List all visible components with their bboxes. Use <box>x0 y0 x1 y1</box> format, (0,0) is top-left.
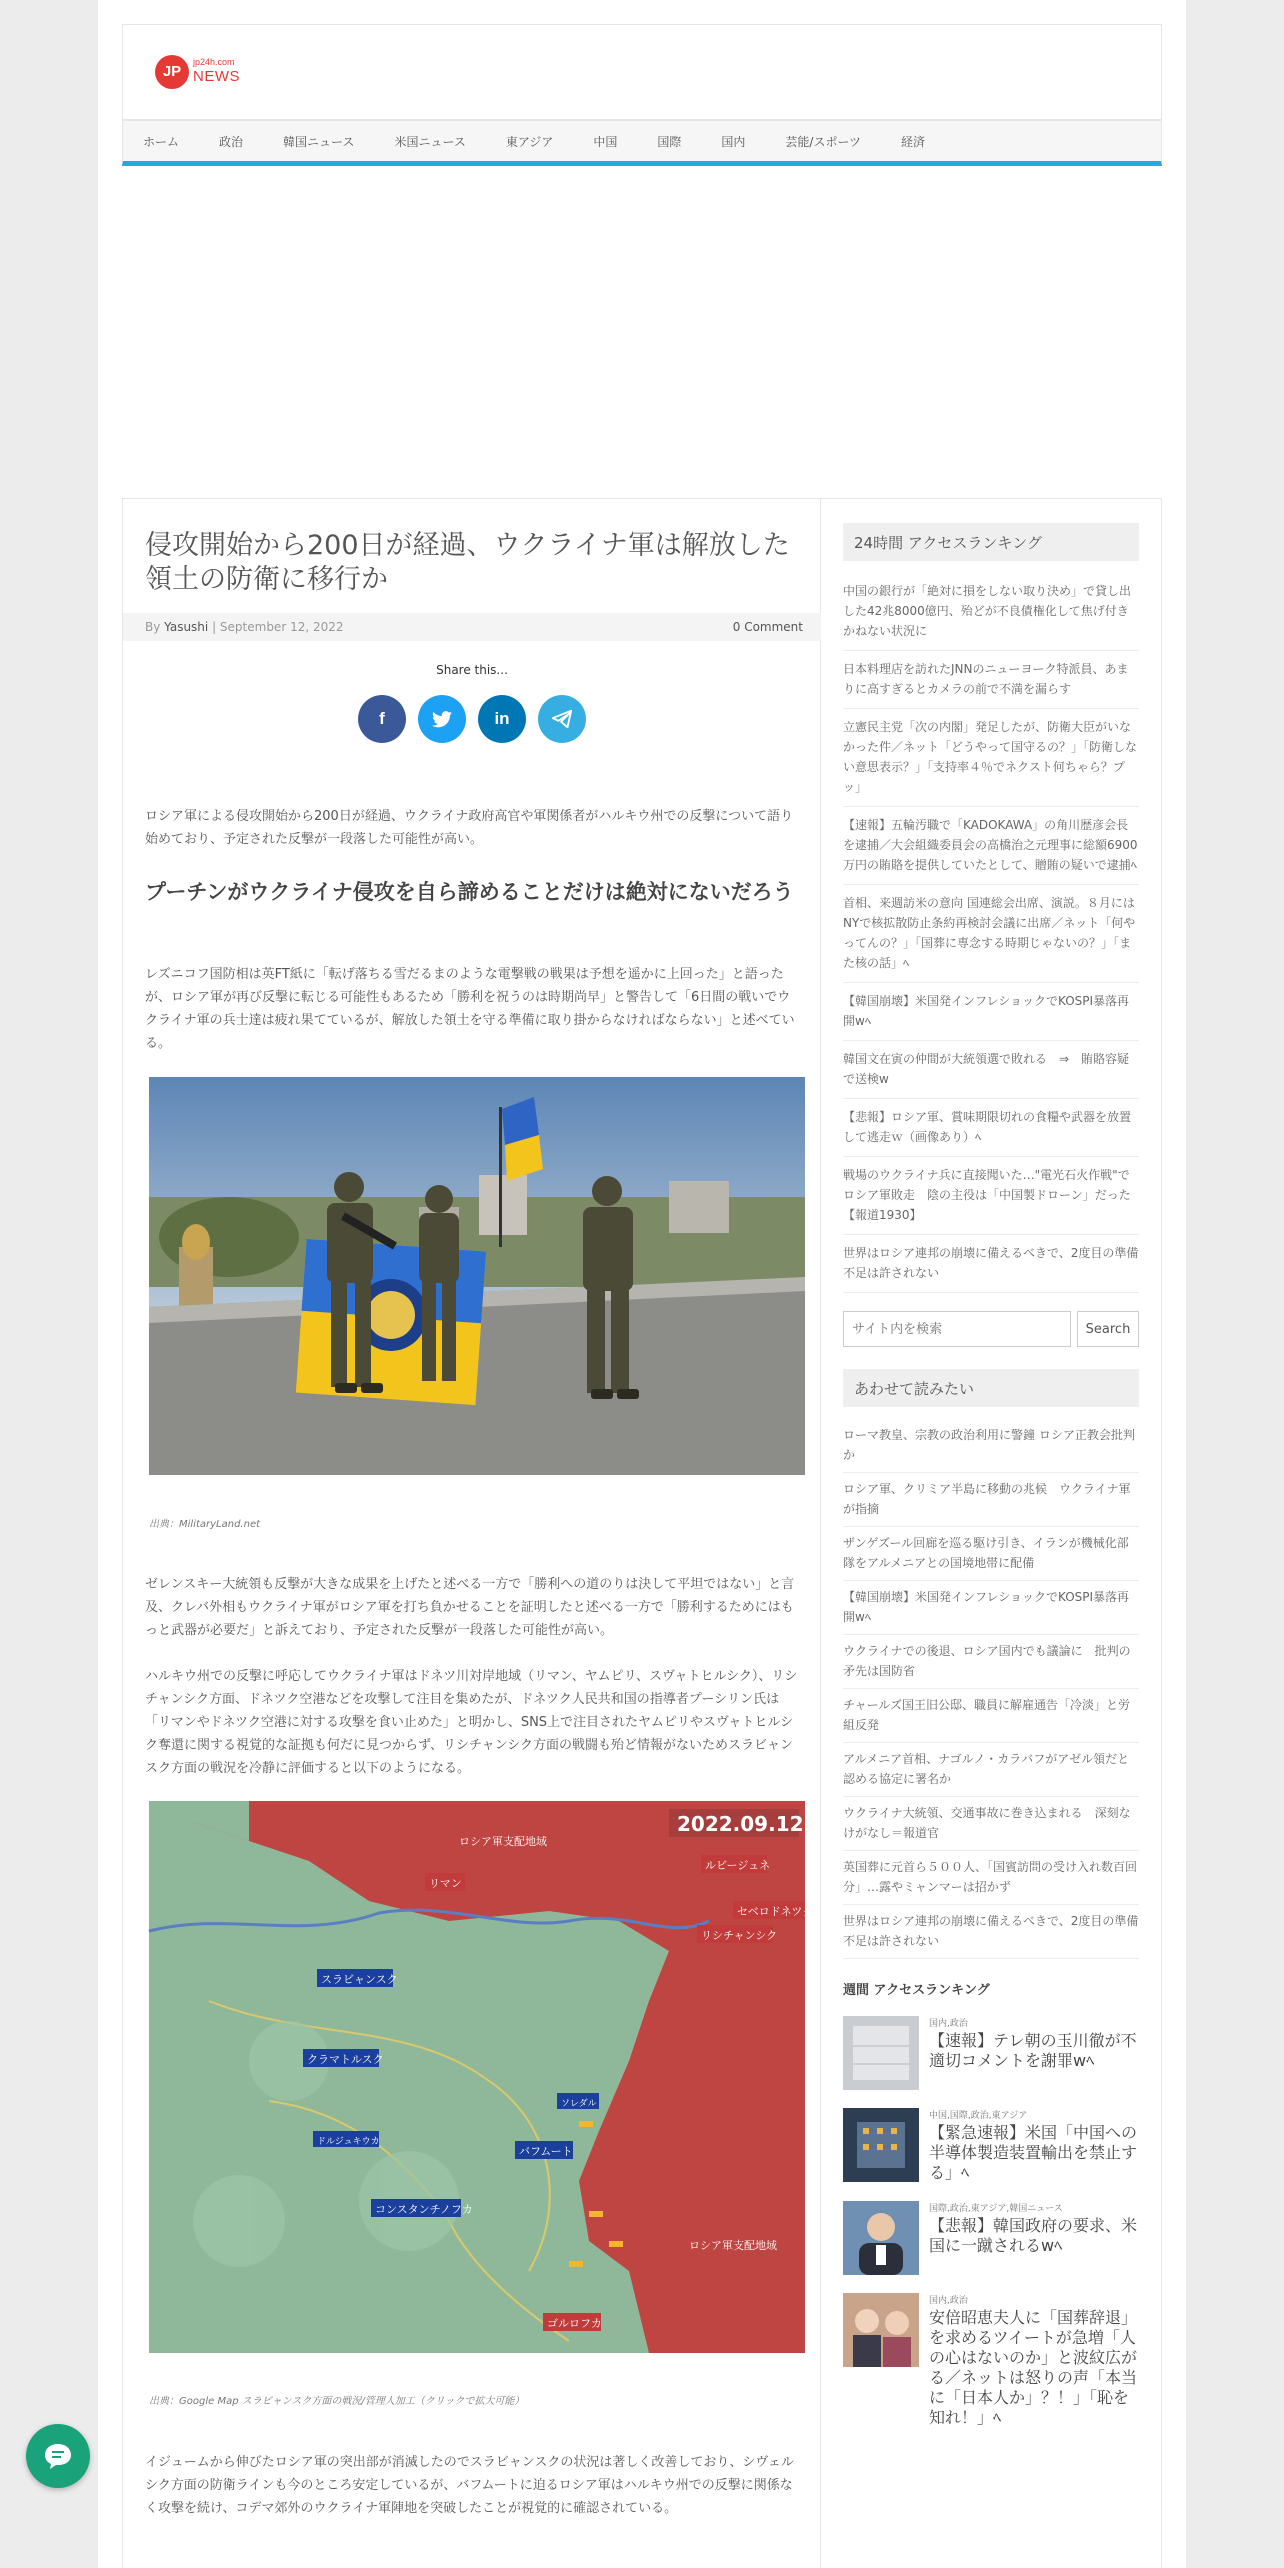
site-search <box>843 1311 1139 1347</box>
article-date: September 12, 2022 <box>219 620 344 634</box>
nav-item-politics[interactable]: 政治 <box>219 134 244 149</box>
article-paragraph: ハルキウ州での反撃に呼応してウクライナ軍はドネツ川対岸地域（リマン、ヤムピリ、スヴャトヒルシク）、リシチャンシク方面、ドネツク空港などを攻撃して注目を集めたが、ドネツク人民共和国の指導者プーシリン氏は「リマンやドネツク空港に対する攻撃を食い止めた」と明かし、SNS上で注目されたヤムピリやスヴャトヒルシク奪還に関する視覚的な証拠も何だに見つからず、リシチャンシク方面の戦闘も殆ど情報がないためスラビャンスク方面の戦況を冷静に評価すると以下のようになる。 <box>145 1669 798 1776</box>
weekly-thumbnail[interactable] <box>843 2108 919 2182</box>
weekly-category: 中国,国際,政治,東アジア <box>929 2111 1028 2121</box>
related-link[interactable]: アルメニア首相、ナゴルノ・カラバフがアゼル領だと認める協定に署名か <box>843 1743 1139 1797</box>
linkedin-share-button[interactable] <box>478 695 526 743</box>
facebook-icon: f <box>379 709 385 728</box>
map-label: ロシア軍支配地域 <box>689 2239 777 2252</box>
ranking-link[interactable]: 韓国文在寅の仲間が大統領選で敗れる ⇒ 賄賂容疑で送検w <box>843 1041 1139 1099</box>
ad-space <box>122 166 1162 496</box>
nav-item-entertainment[interactable]: 芸能/スポーツ <box>785 134 861 149</box>
chat-button[interactable] <box>26 2424 90 2488</box>
meta-separator: | <box>208 620 220 634</box>
ranking-link[interactable]: 日本料理店を訪れたJNNのニューヨーク特派員、あまりに高すぎるとカメラの前で不満を漏らす <box>843 651 1139 709</box>
map-label: スラビャンスク <box>321 1973 398 1986</box>
logo-news: NEWS <box>193 68 240 85</box>
map-label: ソレダル <box>561 2099 597 2109</box>
site-logo[interactable] <box>155 53 245 93</box>
related-link[interactable]: 【韓国崩壊】米国発インフレショックでKOSPI暴落再開wﾍ <box>843 1581 1139 1635</box>
map-label: コンスタンチノフカ <box>375 2203 473 2216</box>
map-label: ゴルロフカ <box>547 2317 602 2330</box>
related-link[interactable]: チャールズ国王旧公邸、職員に解雇通告「冷淡」と労組反発 <box>843 1689 1139 1743</box>
image-caption: 出典：MilitaryLand.net <box>149 1519 261 1530</box>
ranking-link[interactable]: 【速報】五輪汚職で「KADOKAWA」の角川歴彦会長を逮捕／大会組織委員会の高橋治之元理事に総額6900万円の賄賂を提供していたとして、贈賄の疑いで逮捕ﾍ <box>843 807 1139 885</box>
article-paragraph: イジュームから伸びたロシア軍の突出部が消滅したのでスラビャンスクの状況は著しく改善しており、シヴェルシク方面の防衛ラインも今のところ安定しているが、バフムートに迫るロシア軍はハルキウ州での反撃に関係なく攻撃を続け、コデマ郊外のウクライナ軍陣地を突破したことが視覚的に確認されている。 <box>145 2455 794 2516</box>
weekly-title-link[interactable]: 【悲報】韓国政府の要求、米国に一蹴されるwﾍ <box>929 2216 1138 2255</box>
weekly-thumbnail[interactable] <box>843 2293 919 2367</box>
twitter-icon <box>432 711 452 728</box>
weekly-title-link[interactable]: 【緊急速報】米国「中国への半導体製造装置輸出を禁止する」ﾍ <box>929 2123 1138 2182</box>
article-subheading: プーチンがウクライナ侵攻を自ら諦めることだけは絶対にないだろう <box>145 880 794 904</box>
related-widget-title: あわせて読みたい <box>843 1369 1139 1407</box>
telegram-share-button[interactable] <box>538 695 586 743</box>
chat-bubble-icon <box>43 2442 73 2470</box>
battle-map-image[interactable] <box>149 1801 814 2353</box>
ranking-link[interactable]: 【韓国崩壊】米国発インフレショックでKOSPI暴落再開wﾍ <box>843 983 1139 1041</box>
nav-item-home[interactable]: ホーム <box>143 134 180 149</box>
weekly-thumbnail[interactable] <box>843 2201 919 2275</box>
sidebar <box>821 498 1162 2568</box>
site-header <box>122 24 1162 120</box>
comment-count-link[interactable]: 0 Comment <box>732 620 803 634</box>
map-label: ルビージュネ <box>705 1859 771 1872</box>
map-label: リマン <box>429 1877 462 1890</box>
map-label: リシチャンシク <box>701 1929 778 1942</box>
soldiers-flag-photo[interactable] <box>149 1077 805 1475</box>
share-label: Share this... <box>436 663 508 677</box>
article-content <box>122 498 821 2568</box>
ranking-link[interactable]: 首相、来週訪米の意向 国連総会出席、演説。８月にはNYで核拡散防止条約再検討会議に出席／ネット「何やってんの？」「国葬に専念する時期じゃないの？」「また核の話」ﾍ <box>843 885 1139 983</box>
related-link[interactable]: ロシア軍、クリミア半島に移動の兆候 ウクライナ軍が指摘 <box>843 1473 1139 1527</box>
nav-item-domestic[interactable]: 国内 <box>721 134 746 149</box>
ranking-widget-title: 24時間 アクセスランキング <box>843 523 1139 561</box>
ranking-link[interactable]: 【悲報】ロシア軍、賞味期限切れの食糧や武器を放置して逃走ｗ（画像あり）ﾍ <box>843 1099 1139 1157</box>
related-link[interactable]: ウクライナでの後退、ロシア国内でも議論に 批判の矛先は国防省 <box>843 1635 1139 1689</box>
main-nav <box>122 120 1162 166</box>
logo-domain: jp24h.com <box>193 57 235 67</box>
author-link[interactable]: Yasushi <box>164 620 209 634</box>
search-input[interactable] <box>843 1311 1071 1347</box>
weekly-ranking-item[interactable] <box>843 2016 1139 2090</box>
ranking-link[interactable]: 世界はロシア連邦の崩壊に備えるべきで、2度目の準備不足は許されない <box>843 1235 1139 1293</box>
ranking-link[interactable]: 中国の銀行が「絶対に損をしない取り決め」で貸し出した42兆8000億円、殆どが不良債権化して焦げ付きかねない状況に <box>843 573 1139 651</box>
meta-by: By <box>145 620 165 634</box>
weekly-category: 国内,政治 <box>929 2296 968 2306</box>
telegram-icon <box>551 709 573 729</box>
related-link[interactable]: 英国葬に元首ら５００人、「国賓訪問の受け入れ数百回分」…露やミャンマーは招かず <box>843 1851 1139 1905</box>
related-link[interactable]: ウクライナ大統領、交通事故に巻き込まれる 深刻なけがなし＝報道官 <box>843 1797 1139 1851</box>
nav-item-economy[interactable]: 経済 <box>901 134 926 149</box>
map-label: セベロドネツク <box>737 1905 814 1918</box>
weekly-ranking-item[interactable] <box>843 2201 1139 2275</box>
map-label: バフムート <box>519 2145 573 2158</box>
daily-ranking-list <box>843 573 1139 1293</box>
ranking-link[interactable]: 立憲民主党「次の内閣」発足したが、防衛大臣がいなかった件／ネット「どうやって国守るの？」「防衛しない意思表示？」「支持率４％でネクスト何ちゃら？プッ」 <box>843 709 1139 807</box>
article-paragraph: ロシア軍による侵攻開始から200日が経過、ウクライナ政府高官や軍関係者がハルキウ州での反撃について語り始めており、予定された反撃が一段落した可能性が高い。 <box>145 809 794 847</box>
facebook-share-button[interactable] <box>358 695 406 743</box>
logo-mark: JP <box>155 55 189 89</box>
weekly-thumbnail[interactable] <box>843 2016 919 2090</box>
weekly-ranking-item[interactable] <box>843 2293 1139 2428</box>
nav-item-east-asia[interactable]: 東アジア <box>505 134 554 149</box>
related-list <box>843 1419 1139 1959</box>
twitter-share-button[interactable] <box>418 695 466 743</box>
linkedin-icon: in <box>494 709 510 728</box>
article-paragraph: ゼレンスキー大統領も反撃が大きな成果を上げたと述べる一方で「勝利への道のりは決して平坦ではない」と言及、クレバ外相もウクライナ軍がロシア軍を打ち負かせることを証明したと述べる一方で「勝利するためにはもっと武器が必要だ」と訴えており、予定された反撃が一段落した可能性が高い。 <box>145 1577 795 1638</box>
weekly-title-link[interactable]: 安倍昭恵夫人に「国葬辞退」を求めるツイートが急増「人の心はないのか」と波紋広がる／ネットは怒りの声「本当に「日本人か」？！」「恥を知れ！」ﾍ <box>929 2308 1138 2427</box>
nav-item-korea[interactable]: 韓国ニュース <box>283 134 355 149</box>
map-label: ドルジュキウカ <box>317 2137 380 2147</box>
nav-item-international[interactable]: 国際 <box>657 134 682 149</box>
article-title: 侵攻開始から200日が経過、ウクライナ軍は解放した領土の防衛に移行か <box>145 530 790 595</box>
weekly-category: 国際,政治,東アジア,韓国ニュース <box>929 2204 1063 2214</box>
weekly-ranking-item[interactable] <box>843 2108 1139 2183</box>
weekly-category: 国内,政治 <box>929 2019 968 2029</box>
related-link[interactable]: ローマ教皇、宗教の政治利用に警鐘 ロシア正教会批判か <box>843 1419 1139 1473</box>
share-buttons <box>123 695 821 743</box>
related-link[interactable]: ザンゲズール回廊を巡る駆け引き、イランが機械化部隊をアルメニアとの国境地帯に配備 <box>843 1527 1139 1581</box>
article-paragraph: レズニコフ国防相は英FT紙に「転げ落ちる雪だるまのような電撃戦の戦果は予想を遥かに上回った」と語ったが、ロシア軍が再び反撃に転じる可能性もあるため「勝利を祝うのは時期尚早」と警告して「6日間の戦いでウクライナ軍の兵士達は疲れ果てているが、解放した領土を守る準備に取り掛からなければならない」と述べている。 <box>145 967 795 1051</box>
nav-item-china[interactable]: 中国 <box>593 134 618 149</box>
article-meta <box>123 613 821 641</box>
page-wrapper <box>98 0 1186 2568</box>
ranking-link[interactable]: 戦場のウクライナ兵に直接聞いた…"電光石火作戦"でロシア軍敗走 陰の主役は「中国製ドローン」だった【報道1930】 <box>843 1157 1139 1235</box>
map-date-label: 2022.09.12 <box>677 1812 804 1836</box>
related-link[interactable]: 世界はロシア連邦の崩壊に備えるべきで、2度目の準備不足は許されない <box>843 1905 1139 1959</box>
weekly-title-link[interactable]: 【速報】テレ朝の玉川徹が不適切コメントを謝罪wﾍ <box>929 2031 1137 2070</box>
image-caption: 出典：Google Map スラビャンスク方面の戦況/管理人加工（クリックで拡大可能） <box>149 2396 525 2407</box>
nav-item-us[interactable]: 米国ニュース <box>394 134 466 149</box>
map-label: クラマトルスク <box>307 2053 384 2066</box>
map-label: ロシア軍支配地域 <box>459 1835 547 1848</box>
weekly-ranking-title: 週間 アクセスランキング <box>843 1983 990 1998</box>
search-button[interactable]: Search <box>1077 1311 1139 1347</box>
